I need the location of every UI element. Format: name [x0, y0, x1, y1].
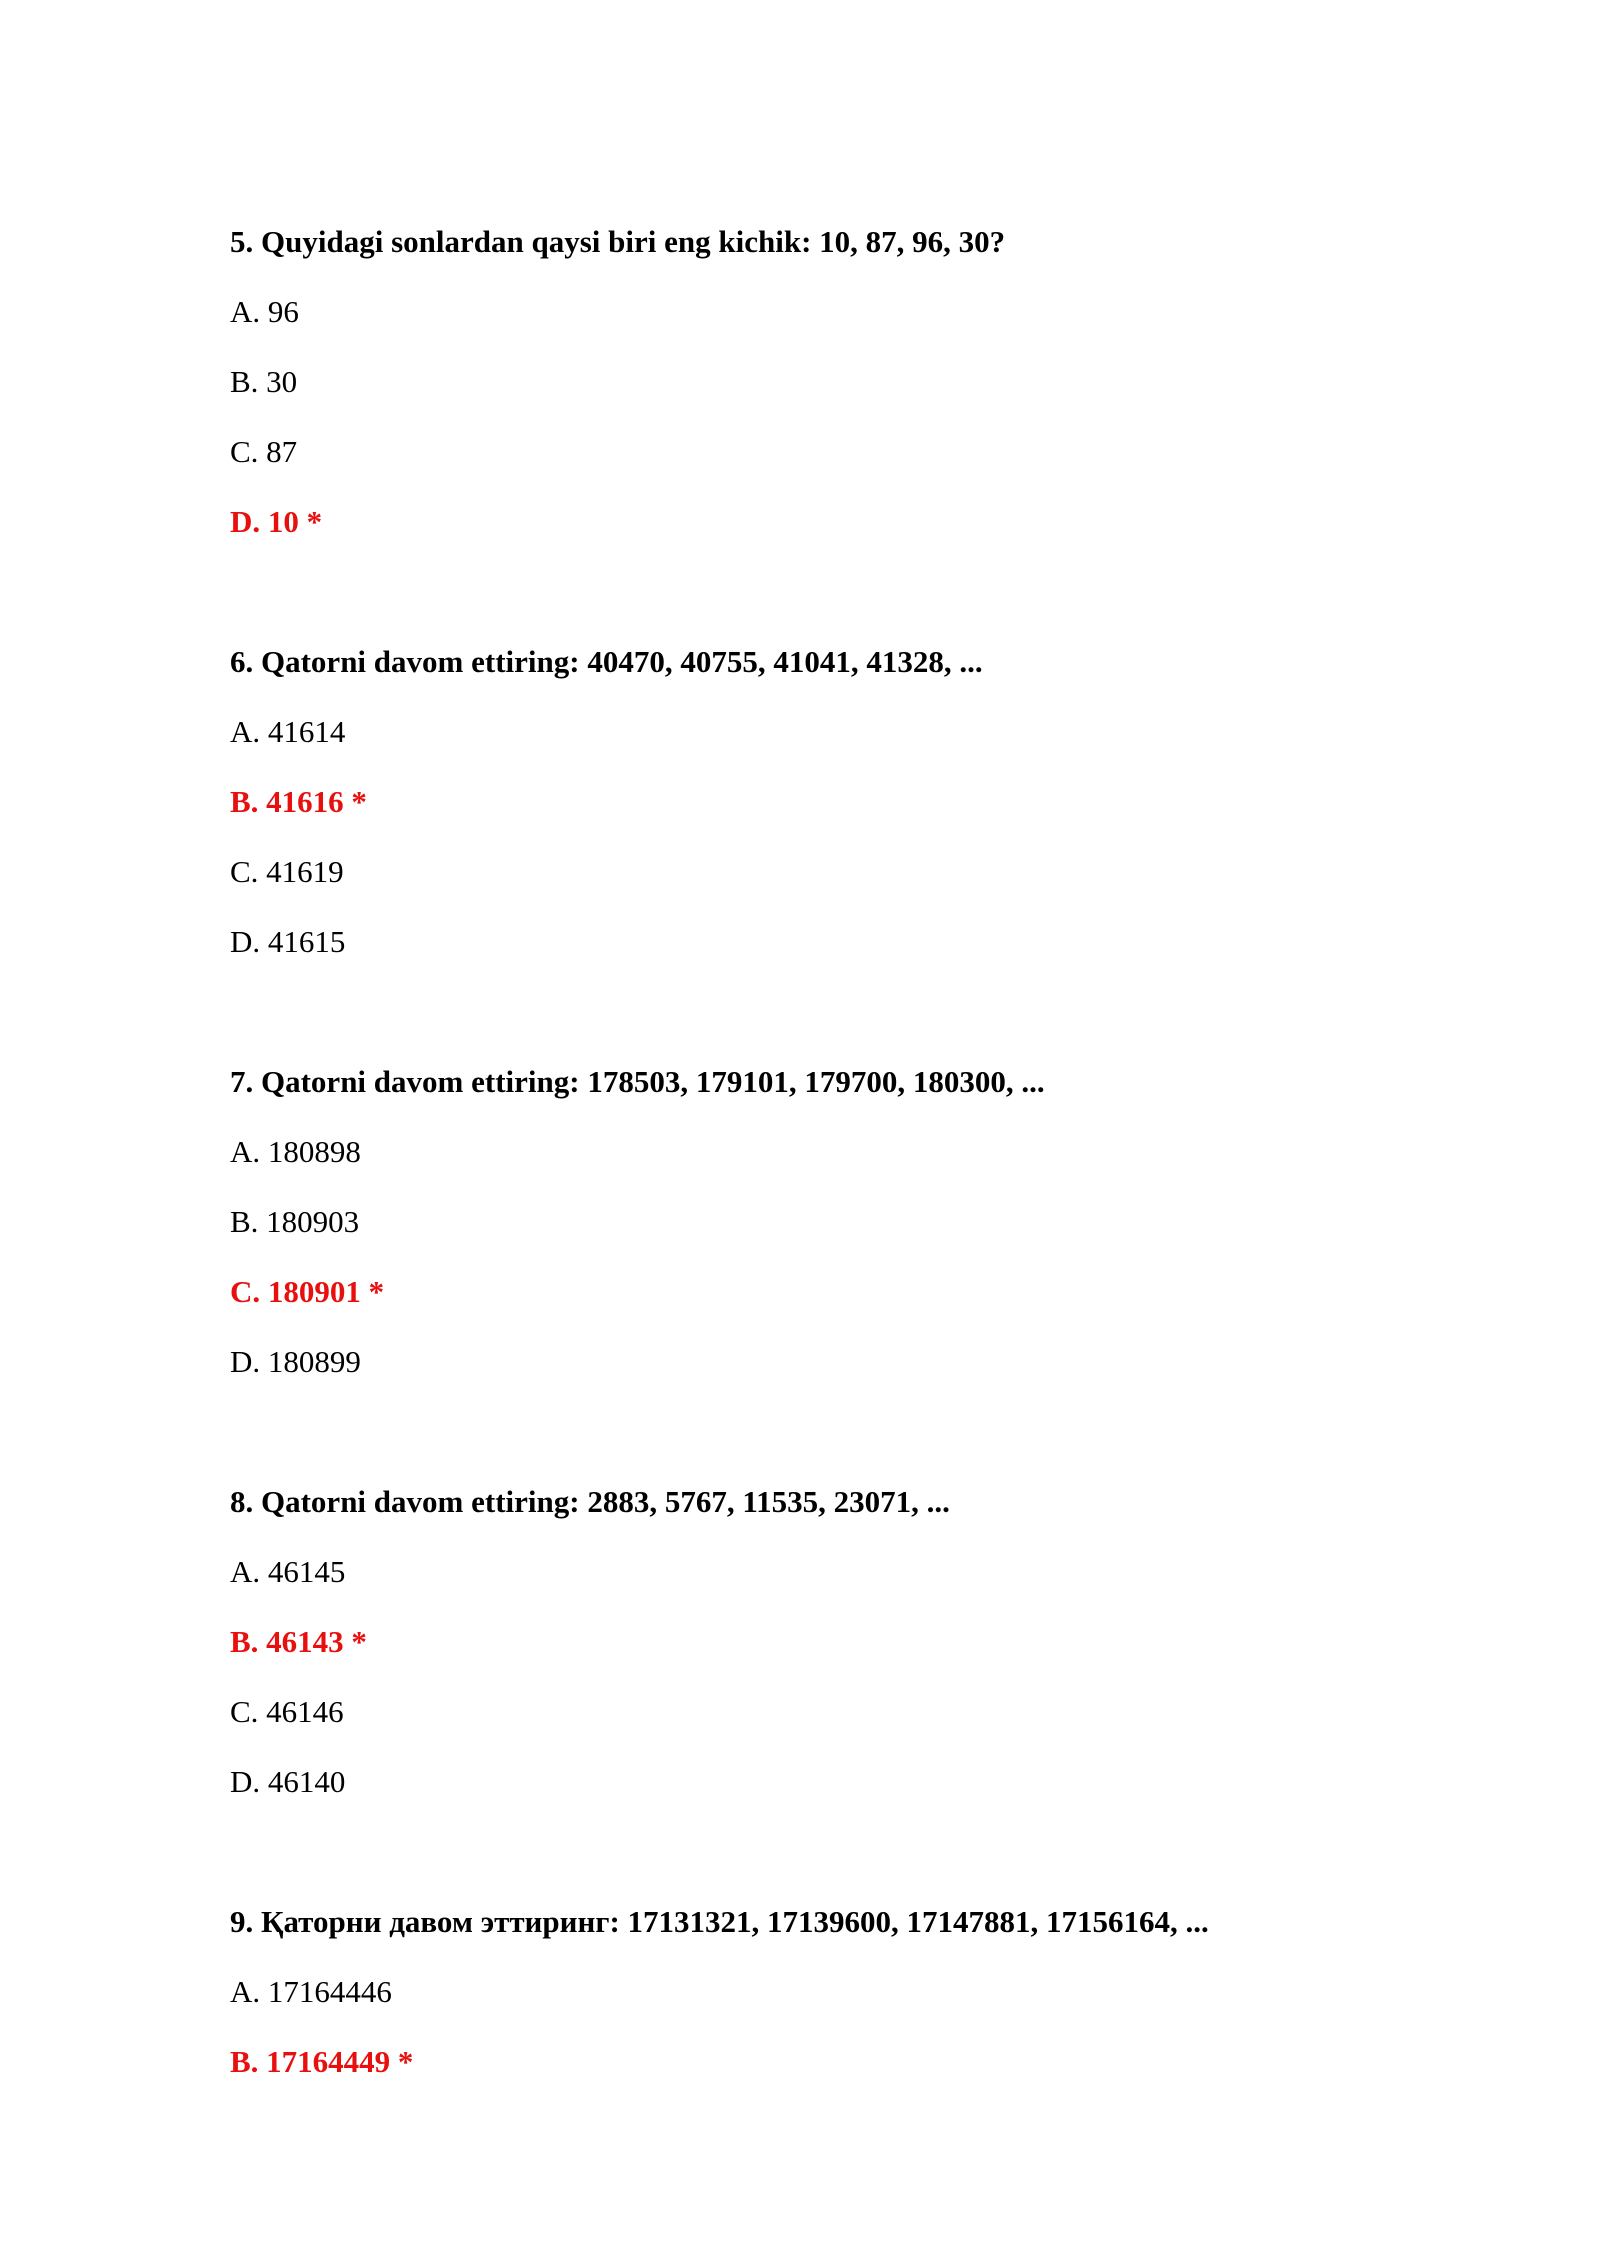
answer-option: A. 46145: [230, 1554, 346, 1589]
answer-option: D. 41615: [230, 924, 346, 959]
answer-option: D. 180899: [230, 1344, 361, 1379]
question-text: 7. Qatorni davom ettiring: 178503, 179101, 179700, 180300, ...: [230, 1064, 1045, 1099]
question-block: [230, 1480, 1530, 1804]
question-text: 5. Quyidagi sonlardan qaysi biri eng kichik: 10, 87, 96, 30?: [230, 224, 1006, 259]
answer-option: A. 180898: [230, 1134, 361, 1169]
answer-option: C. 46146: [230, 1694, 344, 1729]
question-text: 6. Qatorni davom ettiring: 40470, 40755, 41041, 41328, ...: [230, 644, 983, 679]
answer-option-correct: D. 10 *: [230, 504, 323, 539]
answer-option: D. 46140: [230, 1764, 346, 1799]
answer-option-correct: B. 17164449 *: [230, 2044, 414, 2079]
question-block: [230, 640, 1530, 964]
answer-option: C. 41619: [230, 854, 344, 889]
answer-option-correct: B. 46143 *: [230, 1624, 367, 1659]
answer-option: A. 96: [230, 294, 299, 329]
question-block: [230, 220, 1530, 544]
answer-option-correct: C. 180901 *: [230, 1274, 385, 1309]
answer-option: A. 17164446: [230, 1974, 392, 2009]
question-block: [230, 1900, 1530, 2084]
answer-option: B. 180903: [230, 1204, 360, 1239]
question-text: 8. Qatorni davom ettiring: 2883, 5767, 11535, 23071, ...: [230, 1484, 950, 1519]
answer-option: A. 41614: [230, 714, 346, 749]
answer-option-correct: B. 41616 *: [230, 784, 367, 819]
answer-option: C. 87: [230, 434, 298, 469]
question-text: 9. Қаторни давом эттиринг: 17131321, 17139600, 17147881, 17156164, ...: [230, 1904, 1209, 1939]
question-block: [230, 1060, 1530, 1384]
answer-option: B. 30: [230, 364, 298, 399]
